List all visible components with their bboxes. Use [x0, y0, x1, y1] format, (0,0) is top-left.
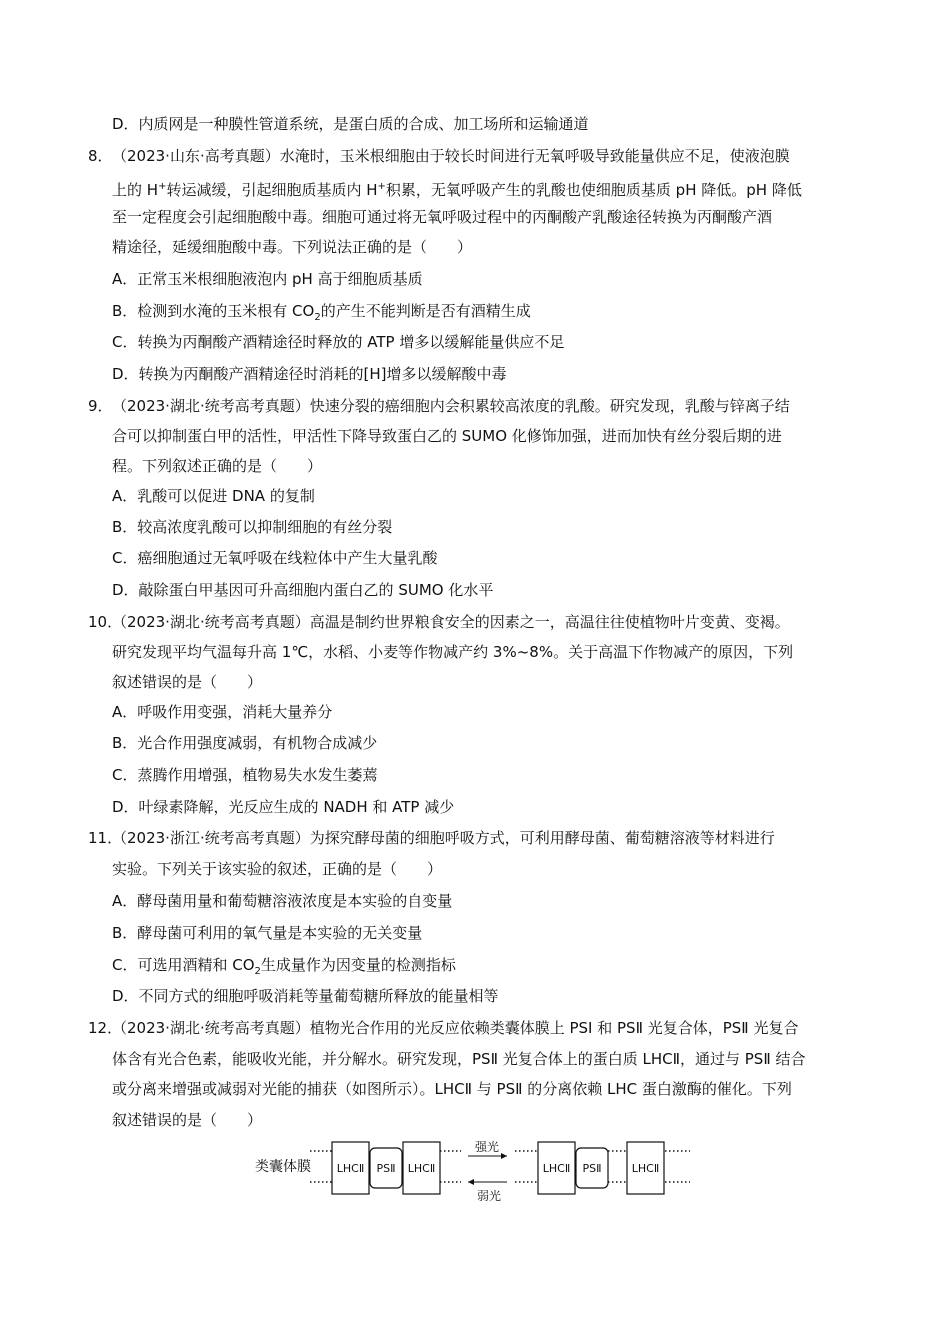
q10-text: （2023·湖北·统考高考真题）高温是制约世界粮食安全的因素之一，高温往往使植物叶片变黄、变褐。 — [112, 613, 790, 631]
q12-stem-line2: 体含有光合色素，能吸收光能，并分解水。研究发现，PSⅡ 光复合体上的蛋白质 LHCⅡ，通过与 PSⅡ 结合 — [112, 1050, 806, 1068]
q9-option-a: A．乳酸可以促进 DNA 的复制 — [112, 487, 315, 505]
lhcii-label: LHCⅡ — [631, 1162, 660, 1175]
q9-option-d: D．敲除蛋白甲基因可升高细胞内蛋白乙的 SUMO 化水平 — [112, 581, 494, 599]
text-seg: 上的 H — [112, 181, 159, 199]
thylakoid-diagram — [255, 1134, 695, 1206]
q10-option-a: A．呼吸作用变强，消耗大量养分 — [112, 703, 333, 721]
q11-text: （2023·浙江·统考高考真题）为探究酵母菌的细胞呼吸方式，可利用酵母菌、葡萄糖溶液等材料进行 — [112, 829, 775, 847]
q8-option-b — [112, 300, 531, 329]
text-seg: 转运减缓，引起细胞质基质内 H — [166, 181, 378, 199]
superscript: + — [377, 181, 386, 192]
text-seg: C．可选用酒精和 CO — [112, 956, 255, 974]
q10-stem-line3: 叙述错误的是（ ） — [112, 673, 263, 691]
q10-option-d: D．叶绿素降解，光反应生成的 NADH 和 ATP 减少 — [112, 798, 455, 816]
q12-stem-line3: 或分离来增强或减弱对光能的捕获（如图所示）。LHCⅡ 与 PSⅡ 的分离依赖 LHC 蛋白激酶的催化。下列 — [112, 1080, 792, 1098]
q9-option-c: C．癌细胞通过无氧呼吸在线粒体中产生大量乳酸 — [112, 549, 438, 567]
lhcii-label: LHCⅡ — [542, 1162, 571, 1175]
q8-stem-line4: 精途径，延缓细胞酸中毒。下列说法正确的是（ ） — [112, 238, 473, 256]
q8-text: （2023·山东·高考真题）水淹时，玉米根细胞由于较长时间进行无氧呼吸导致能量供应不足，使液泡膜 — [112, 147, 790, 165]
text-seg: 的产生不能判断是否有酒精生成 — [320, 302, 531, 320]
q9-stem-line3: 程。下列叙述正确的是（ ） — [112, 457, 323, 475]
q10-option-c: C．蒸腾作用增强，植物易失水发生萎蔫 — [112, 766, 378, 784]
psii-label: PSⅡ — [582, 1162, 602, 1175]
membrane-label: 类囊体膜 — [255, 1159, 311, 1175]
q8-number: 8． — [88, 147, 113, 165]
forward-arrow-head — [501, 1153, 507, 1159]
q12-stem-line1 — [88, 1017, 798, 1039]
q9-stem-line1 — [88, 395, 790, 417]
psii-label: PSⅡ — [376, 1162, 396, 1175]
q11-option-d: D．不同方式的细胞呼吸消耗等量葡萄糖所释放的能量相等 — [112, 987, 499, 1005]
q8-option-a: A．正常玉米根细胞液泡内 pH 高于细胞质基质 — [112, 270, 423, 288]
text-seg: 生成量作为因变量的检测指标 — [260, 956, 456, 974]
q11-option-c — [112, 954, 456, 983]
text-seg: 积累，无氧呼吸产生的乳酸也使细胞质基质 pH 降低。pH 降低 — [385, 181, 802, 199]
subscript: 2 — [254, 966, 261, 977]
strong-light-label: 强光 — [474, 1140, 500, 1154]
diagram-svg — [255, 1134, 695, 1206]
lhcii-label: LHCⅡ — [407, 1162, 436, 1175]
q11-stem-line1 — [88, 827, 775, 849]
q12-number: 12． — [88, 1019, 123, 1037]
q9-text: （2023·湖北·统考高考真题）快速分裂的癌细胞内会积累较高浓度的乳酸。研究发现，乳酸与锌离子结 — [112, 397, 790, 415]
q7-option-d: D．内质网是一种膜性管道系统，是蛋白质的合成、加工场所和运输通道 — [112, 115, 589, 133]
q11-option-a: A．酵母菌用量和葡萄糖溶液浓度是本实验的自变量 — [112, 892, 453, 910]
q10-stem-line2: 研究发现平均气温每升高 1℃，水稻、小麦等作物减产约 3%~8%。关于高温下作物减产的原因，下列 — [112, 643, 794, 661]
q8-option-d: D．转换为丙酮酸产酒精途径时消耗的[H]增多以缓解酸中毒 — [112, 365, 507, 383]
q11-number: 11． — [88, 829, 123, 847]
q9-option-b: B．较高浓度乳酸可以抑制细胞的有丝分裂 — [112, 518, 393, 536]
superscript: + — [158, 181, 167, 192]
q11-option-b: B．酵母菌可利用的氧气量是本实验的无关变量 — [112, 924, 423, 942]
q9-number: 9． — [88, 397, 113, 415]
q10-stem-line1 — [88, 611, 790, 633]
q8-stem-line2 — [112, 176, 802, 201]
q8-stem-line3: 至一定程度会引起细胞酸中毒。细胞可通过将无氧呼吸过程中的丙酮酸产乳酸途径转换为丙酮酸产酒 — [112, 208, 773, 226]
text-seg: B．检测到水淹的玉米根有 CO — [112, 302, 315, 320]
q12-text: （2023·湖北·统考高考真题）植物光合作用的光反应依赖类囊体膜上 PSⅠ 和 PSⅡ 光复合体，PSⅡ 光复合 — [112, 1019, 799, 1037]
q11-stem-line2: 实验。下列关于该实验的叙述，正确的是（ ） — [112, 860, 443, 878]
q9-stem-line2: 合可以抑制蛋白甲的活性，甲活性下降导致蛋白乙的 SUMO 化修饰加强，进而加快有丝分裂后期的进 — [112, 427, 782, 445]
q10-option-b: B．光合作用强度减弱，有机物合成减少 — [112, 734, 378, 752]
q12-stem-line4: 叙述错误的是（ ） — [112, 1111, 263, 1129]
q8-option-c: C．转换为丙酮酸产酒精途径时释放的 ATP 增多以缓解能量供应不足 — [112, 333, 565, 351]
q8-stem-line1 — [88, 145, 790, 167]
backward-arrow-head — [468, 1179, 474, 1185]
q10-number: 10． — [88, 613, 123, 631]
subscript: 2 — [314, 312, 321, 323]
weak-light-label: 弱光 — [476, 1189, 502, 1203]
lhcii-label: LHCⅡ — [336, 1162, 365, 1175]
